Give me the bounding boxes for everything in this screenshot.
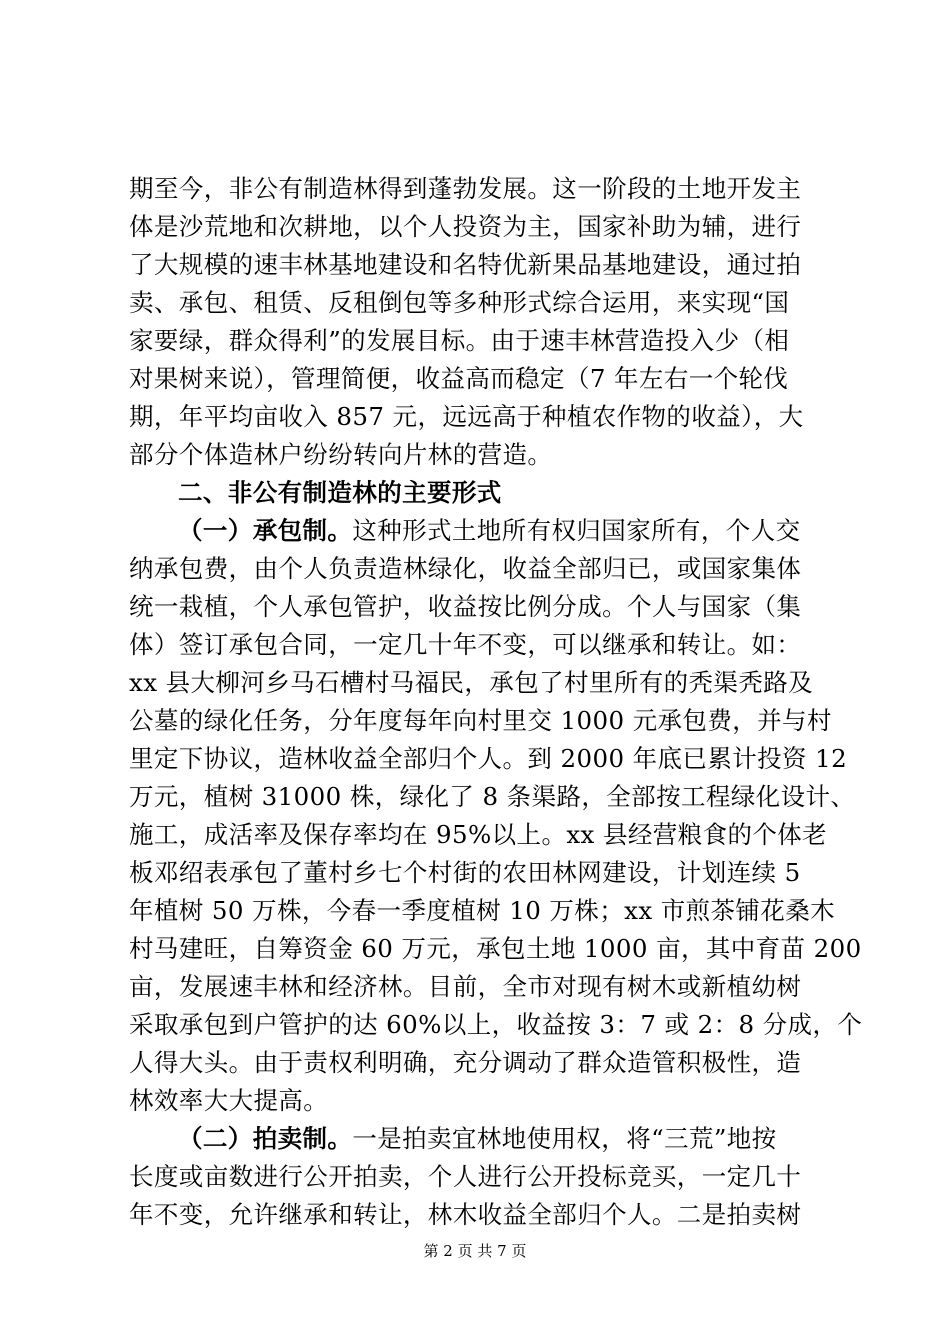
subsection-title: （二）拍卖制。 xyxy=(178,1124,353,1153)
paragraph-line: 长度或亩数进行公开拍卖，个人进行公开投标竞买，一定几十 xyxy=(129,1162,802,1191)
paragraph-line: 人得大头。由于责权利明确，充分调动了群众造管积极性，造 xyxy=(129,1048,802,1077)
paragraph-line: 里定下协议，造林收益全部归个人。到 2000 年底已累计投资 12 xyxy=(129,744,848,773)
paragraph-line: 板邓绍表承包了董村乡七个村街的农田林网建设，计划连续 5 xyxy=(129,858,801,887)
paragraph-line: 施工，成活率及保存率均在 95%以上。xx 县经营粮食的个体老 xyxy=(129,820,828,849)
subsection-text: 一是拍卖宜林地使用权，将“三荒”地按 xyxy=(352,1124,777,1153)
paragraph-line: 亩，发展速丰林和经济林。目前，全市对现有树木或新植幼树 xyxy=(129,972,802,1001)
paragraph-line: 体是沙荒地和次耕地，以个人投资为主，国家补助为辅，进行 xyxy=(129,212,802,241)
paragraph-line: 期，年平均亩收入 857 元，远远高于种植农作物的收益），大 xyxy=(129,402,804,431)
paragraph-line: 部分个体造林户纷纷转向片林的营造。 xyxy=(129,440,553,469)
paragraph-line: 村马建旺，自筹资金 60 万元，承包土地 1000 亩，其中育苗 200 xyxy=(129,934,862,963)
paragraph-line: 期至今，非公有制造林得到蓬勃发展。这一阶段的土地开发主 xyxy=(129,174,802,203)
paragraph-line: xx 县大柳河乡马石槽村马福民，承包了村里所有的秃渠秃路及 xyxy=(129,668,814,697)
paragraph-line: 年不变，允许继承和转让，林木收益全部归个人。二是拍卖树 xyxy=(129,1200,802,1229)
paragraph-line: 万元，植树 31000 株，绿化了 8 条渠路，全部按工程绿化设计、 xyxy=(129,782,856,811)
paragraph-line: 卖、承包、租赁、反租倒包等多种形式综合运用，来实现“国 xyxy=(129,288,790,317)
paragraph-line: 统一栽植，个人承包管护，收益按比例分成。个人与国家（集 xyxy=(129,592,802,621)
subsection-first-line xyxy=(178,1119,829,1159)
subsection-first-line xyxy=(178,511,829,551)
subsection-title: （一）承包制。 xyxy=(178,516,353,545)
paragraph-line: 年植树 50 万株，今春一季度植树 10 万株；xx 市煎茶铺花桑木 xyxy=(129,896,836,925)
paragraph-line: 纳承包费，由个人负责造林绿化，收益全部归已，或国家集体 xyxy=(129,554,802,583)
paragraph-line: 公墓的绿化任务，分年度每年向村里交 1000 元承包费，并与村 xyxy=(129,706,832,735)
paragraph-line: 对果树来说），管理简便，收益高而稳定（7 年左右一个轮伐 xyxy=(129,364,789,393)
paragraph-line: 采取承包到户管护的达 60%以上，收益按 3：7 或 2：8 分成，个 xyxy=(129,1010,863,1039)
section-heading: 二、非公有制造林的主要形式 xyxy=(178,478,502,507)
page-number-footer: 第 2 页 共 7 页 xyxy=(423,1242,527,1260)
paragraph-line: 林效率大大提高。 xyxy=(129,1086,329,1115)
subsection-text: 这种形式土地所有权归国家所有，个人交 xyxy=(352,516,801,545)
paragraph-line: 体）签订承包合同，一定几十年不变，可以继承和转让。如： xyxy=(129,630,802,659)
paragraph-line: 了大规模的速丰林基地建设和名特优新果品基地建设，通过拍 xyxy=(129,250,802,279)
paragraph-line: 家要绿，群众得利”的发展目标。由于速丰林营造投入少（相 xyxy=(129,326,790,355)
